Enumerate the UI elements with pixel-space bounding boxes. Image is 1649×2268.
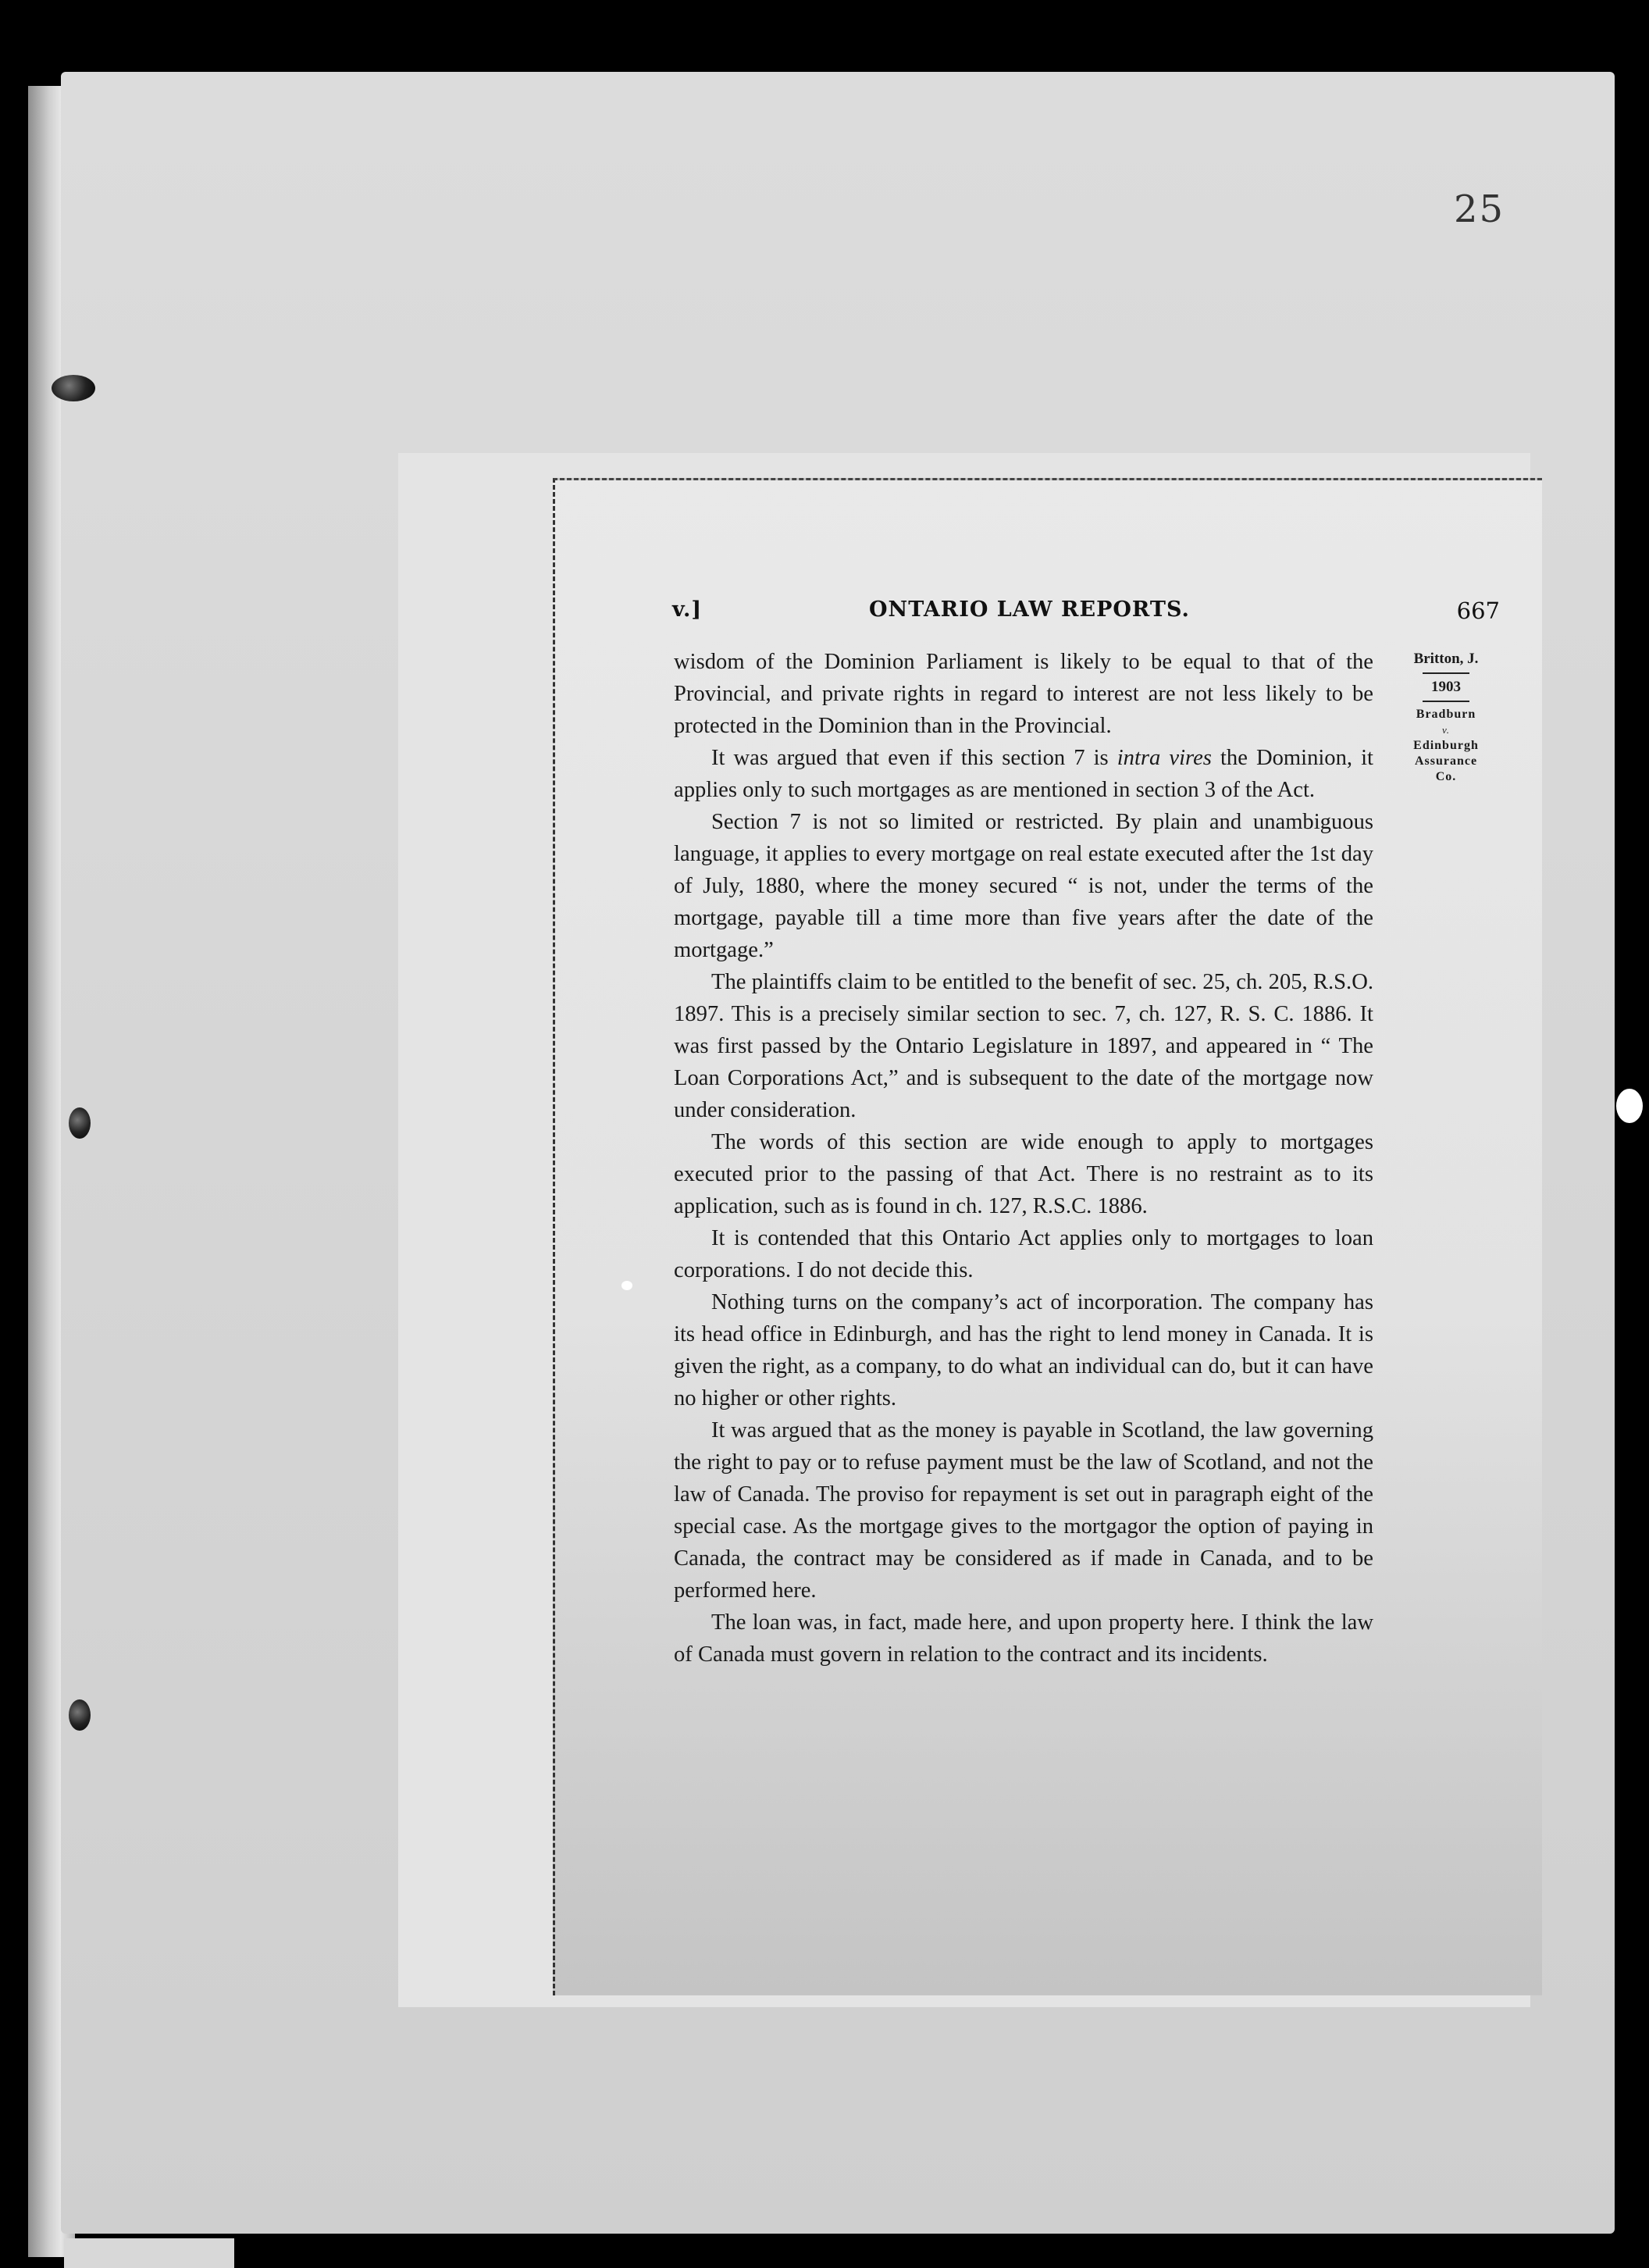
paragraph: The loan was, in fact, made here, and upon property here. I think the law of Canada must govern in relation to the contract and its incidents. — [674, 1610, 1373, 1667]
marginal-note — [1387, 651, 1505, 785]
printed-clipping — [553, 478, 1542, 1995]
italic-phrase: intra vires — [1117, 746, 1212, 770]
paragraph: It is contended that this Ontario Act applies only to mortgages to loan corporations. I do not decide this. — [674, 1226, 1373, 1282]
paragraph: It was argued that as the money is payable in Scotland, the law governing the right to pay or to refuse payment must be the law of Scotland, and not the law of Canada. The proviso for repayment is set out in paragraph eight of the special case. As the mortgage gives to the mortgagor the option of paying in Canada, the contract may be considered as if made in Canada, and to be performed here. — [674, 1418, 1373, 1603]
paragraph: Nothing turns on the company’s act of incorporation. The company has its head office in Edinburgh, and has the right to lend money in Canada. It is given the right, as a company, to do what an individual can do, but it can have no higher or other rights. — [674, 1290, 1373, 1410]
paragraph-text: It was argued that even if this section 7 is — [711, 746, 1117, 770]
case-year: 1903 — [1431, 679, 1461, 695]
paragraph-text: the Dominion, it applies only to such mortgages as are mentioned in section 3 of the Act. — [674, 746, 1373, 802]
divider — [1423, 672, 1469, 674]
paragraph: Section 7 is not so limited or restricted. By plain and unambiguous language, it applies to every mortgage on real estate executed after the 1st day of July, 1880, where the money secured “ is not, under the terms of the mortgage, payable till a time more than five years after the date of the mortgage.” — [674, 810, 1373, 962]
paragraph: The words of this section are wide enough to apply to mortgages executed prior to the passing of that Act. There is no restraint as to its application, such as is found in ch. 127, R.S.C. 1886. — [674, 1130, 1373, 1218]
dust-speck — [1616, 1089, 1643, 1123]
binding-ring — [69, 1699, 91, 1731]
running-head — [672, 597, 1500, 637]
scan-edge-tab — [64, 2238, 234, 2268]
case-name-line: v. — [1441, 724, 1451, 736]
case-name-line: Bradburn — [1416, 708, 1476, 721]
report-page-number: 667 — [1456, 597, 1500, 624]
report-title: ONTARIO LAW REPORTS. — [869, 597, 1190, 622]
volume-number: v.] — [672, 597, 703, 622]
judge-name: Britton, J. — [1413, 651, 1479, 667]
case-name-line: Co. — [1435, 770, 1457, 783]
dust-speck — [621, 1281, 632, 1290]
case-name-line: Edinburgh — [1413, 739, 1479, 752]
divider — [1423, 701, 1469, 702]
case-name-line: Assurance — [1414, 754, 1478, 768]
album-page-number: 25 — [1454, 187, 1505, 231]
paragraph — [674, 742, 1373, 806]
paragraph: The plaintiffs claim to be entitled to the benefit of sec. 25, ch. 205, R.S.O. 1897. This is a precisely similar section to sec. 7, ch. 127, R. S. C. 1886. It was first passed by the Ontario Legislature in 1897, and appeared in “ The Loan Corporations Act,” and is subsequent to the date of the mortgage now under consideration. — [674, 970, 1373, 1122]
case-name — [1387, 707, 1505, 785]
binding-ring — [69, 1107, 91, 1139]
paragraph: wisdom of the Dominion Parliament is likely to be equal to that of the Provincial, and private rights in regard to interest are not less likely to be protected in the Dominion than in the Provincial. — [674, 650, 1373, 738]
binding-ring — [52, 375, 95, 401]
judgment-text — [674, 646, 1373, 1671]
